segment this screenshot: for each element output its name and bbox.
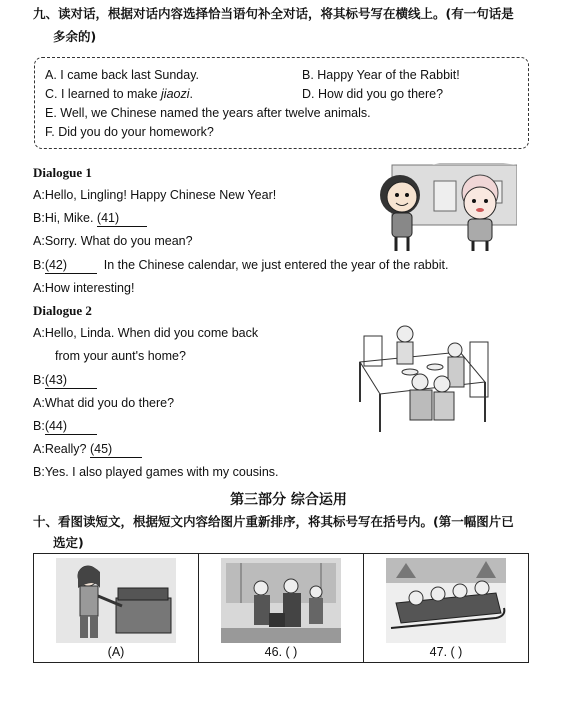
dialogue2-line: B:(43) (33, 372, 97, 389)
option-e: E. Well, we Chinese named the years after twelve animals. (45, 106, 371, 120)
picture-ordering-table (33, 553, 529, 663)
dialogue2-line: A:Hello, Linda. When did you come back (33, 326, 259, 340)
section10-title: 十、看图读短文，根据短文内容给图片重新排序，将其标号写在括号内。(第一幅图片已 (33, 514, 514, 529)
answer-blank-41[interactable]: (41) (97, 210, 147, 227)
sled-ride-picture (386, 558, 506, 643)
answer-blank-42[interactable]: (42) (45, 257, 97, 274)
option-a: A. I came back last Sunday. (45, 68, 200, 82)
option-f: F. Did you do your homework? (45, 125, 214, 139)
section9-title-cont: 多余的) (53, 29, 97, 44)
dialogue1-line: B:(42) In the Chinese calendar, we just entered the year of the rabbit. (33, 258, 449, 272)
picture-cell[interactable] (199, 554, 364, 663)
answer-blank-43[interactable]: (43) (45, 372, 97, 389)
dialogue1-line: A:How interesting! (33, 281, 135, 295)
option-b: B. Happy Year of the Rabbit! (302, 68, 460, 82)
dialogue2-line: from your aunt's home? (55, 349, 186, 363)
family-arrival-picture (221, 558, 341, 643)
section9-title: 九、读对话，根据对话内容选择恰当语句补全对话，将其标号写在横线上。(有一句话是 (33, 6, 514, 21)
part3-title: 第三部分 综合运用 (230, 492, 347, 508)
girl-packing-picture (56, 558, 176, 643)
answer-blank-44[interactable]: (44) (45, 418, 97, 435)
section10-title-cont: 选定) (53, 535, 84, 550)
picture-cell[interactable] (364, 554, 529, 663)
answer-blank-45[interactable]: (45) (90, 441, 142, 458)
dialogue2-line: A:Really? (45) (33, 441, 142, 458)
dialogue2-line: B:(44) (33, 418, 97, 435)
dialogue1-line: A:Sorry. What do you mean? (33, 234, 193, 248)
kids-greeting-illustration (372, 163, 517, 253)
dialogue1-line: A:Hello, Lingling! Happy Chinese New Year! (33, 188, 277, 202)
answer-slot-46[interactable]: 46. ( ) (264, 645, 298, 659)
answer-slot-47[interactable]: 47. ( ) (429, 645, 463, 659)
family-dinner-illustration (350, 322, 495, 437)
dialogue1-heading: Dialogue 1 (33, 165, 92, 180)
dialogue1-line: B:Hi, Mike. (41) (33, 210, 147, 227)
dialogue2-line: A:What did you do there? (33, 396, 175, 410)
dialogue2-heading: Dialogue 2 (33, 303, 92, 318)
option-d: D. How did you go there? (302, 87, 444, 101)
picture-caption: (A) (107, 645, 125, 659)
dialogue2-line: B:Yes. I also played games with my cousins. (33, 465, 279, 479)
picture-cell (34, 554, 199, 663)
option-c: C. I learned to make jiaozi. (45, 87, 194, 101)
